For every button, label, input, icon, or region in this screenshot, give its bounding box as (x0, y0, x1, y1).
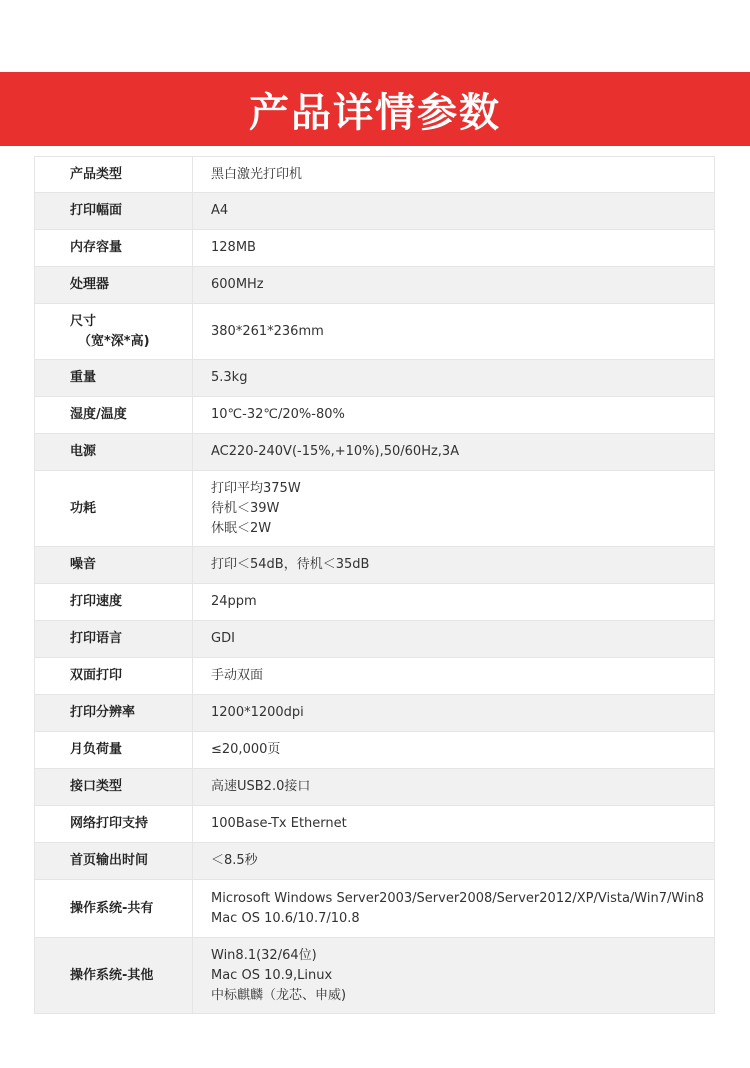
spec-label-text: 处理器 (70, 277, 110, 292)
spec-value-line: 600MHz (211, 277, 264, 292)
spec-value (193, 843, 715, 880)
spec-label (35, 658, 193, 695)
spec-value-line: 1200*1200dpi (211, 705, 304, 720)
spec-value (193, 584, 715, 621)
table-row (35, 230, 715, 267)
spec-label (35, 157, 193, 193)
page-title: 产品详情参数 (249, 89, 501, 136)
spec-label-text: 电源 (70, 444, 97, 459)
spec-label-text: 噪音 (70, 557, 97, 572)
spec-label (35, 267, 193, 304)
spec-label-text: 月负荷量 (70, 742, 123, 757)
spec-label (35, 621, 193, 658)
spec-value (193, 397, 715, 434)
header-banner (0, 72, 750, 146)
table-row (35, 806, 715, 843)
table-row (35, 843, 715, 880)
spec-label-text: 内存容量 (70, 240, 123, 255)
spec-value-line: A4 (211, 203, 229, 218)
spec-value-line: 打印平均375W (211, 480, 301, 496)
spec-value (193, 230, 715, 267)
spec-label (35, 360, 193, 397)
spec-value (193, 658, 715, 695)
spec-value-line: 100Base-Tx Ethernet (211, 816, 347, 831)
spec-value (193, 621, 715, 658)
spec-label-text: 接口类型 (70, 779, 123, 794)
spec-label (35, 806, 193, 843)
spec-value (193, 267, 715, 304)
spec-label (35, 230, 193, 267)
table-row (35, 157, 715, 193)
spec-label (35, 938, 193, 1014)
spec-value (193, 193, 715, 230)
spec-label-text: 打印语言 (70, 631, 123, 646)
spec-label (35, 584, 193, 621)
spec-label-sub: （宽*深*高) (78, 333, 150, 349)
spec-value-line: Win8.1(32/64位) (211, 947, 317, 963)
spec-label (35, 397, 193, 434)
spec-label (35, 769, 193, 806)
spec-value-line: Microsoft Windows Server2003/Server2008/Server2012/XP/Vista/Win7/Win8 (211, 890, 705, 906)
spec-value (193, 304, 715, 360)
table-row (35, 267, 715, 304)
spec-value-line: 10℃-32℃/20%-80% (211, 407, 345, 422)
spec-label-text: 产品类型 (70, 166, 123, 182)
spec-value-line: Mac OS 10.6/10.7/10.8 (211, 910, 360, 926)
spec-label (35, 732, 193, 769)
spec-label-text: 打印速度 (70, 594, 123, 609)
spec-label (35, 193, 193, 230)
spec-value-line: ＜8.5秒 (211, 853, 258, 868)
table-row (35, 584, 715, 621)
spec-value (193, 938, 715, 1014)
spec-label-text: 功耗 (70, 500, 97, 516)
spec-value-line: 手动双面 (211, 668, 264, 683)
table-row (35, 695, 715, 732)
spec-value (193, 547, 715, 584)
spec-value (193, 157, 715, 193)
spec-label (35, 880, 193, 938)
table-row (35, 621, 715, 658)
spec-value-line: ≤20,000页 (211, 742, 281, 757)
spec-value-line: GDI (211, 631, 235, 646)
spec-value-line: 黑白激光打印机 (211, 166, 303, 182)
spec-value-line: 待机＜39W (211, 500, 280, 516)
spec-label (35, 547, 193, 584)
spec-value-line: 中标麒麟（龙芯、申威) (211, 987, 347, 1003)
spec-value (193, 695, 715, 732)
table-row (35, 360, 715, 397)
spec-value-line: 打印＜54dB，待机＜35dB (211, 557, 370, 572)
spec-value-line: 高速USB2.0接口 (211, 779, 311, 794)
spec-value-line: 380*261*236mm (211, 323, 324, 339)
spec-label (35, 843, 193, 880)
spec-value (193, 471, 715, 547)
spec-label-text: 操作系统-其他 (70, 967, 154, 983)
table-row (35, 732, 715, 769)
spec-label (35, 304, 193, 360)
spec-table (34, 156, 715, 1014)
spec-value (193, 732, 715, 769)
spec-value-line: 5.3kg (211, 370, 248, 385)
spec-label-text: 打印幅面 (70, 203, 123, 218)
spec-label-text: 网络打印支持 (70, 816, 149, 831)
spec-label-text: 重量 (70, 370, 97, 385)
spec-value (193, 434, 715, 471)
table-row (35, 304, 715, 360)
spec-label (35, 434, 193, 471)
spec-value (193, 806, 715, 843)
table-row (35, 193, 715, 230)
spec-label-text: 操作系统-共有 (70, 900, 154, 916)
table-row (35, 397, 715, 434)
spec-value-line: 休眠＜2W (211, 520, 272, 536)
table-row (35, 938, 715, 1014)
table-row (35, 880, 715, 938)
spec-label (35, 695, 193, 732)
table-row (35, 547, 715, 584)
spec-label-text: 湿度/温度 (70, 407, 127, 422)
table-row (35, 658, 715, 695)
spec-label-text: 打印分辨率 (70, 705, 136, 720)
spec-label-text: 首页输出时间 (70, 853, 149, 868)
spec-label-text: 尺寸 (70, 313, 97, 329)
spec-value-line: Mac OS 10.9,Linux (211, 967, 333, 983)
spec-value (193, 769, 715, 806)
table-row (35, 769, 715, 806)
spec-label (35, 471, 193, 547)
spec-value (193, 360, 715, 397)
spec-value-line: AC220-240V(-15%,+10%),50/60Hz,3A (211, 444, 460, 459)
spec-value-line: 24ppm (211, 594, 257, 609)
spec-label-text: 双面打印 (70, 668, 123, 683)
spec-value (193, 880, 715, 938)
spec-value-line: 128MB (211, 240, 256, 255)
table-row (35, 434, 715, 471)
table-row (35, 471, 715, 547)
